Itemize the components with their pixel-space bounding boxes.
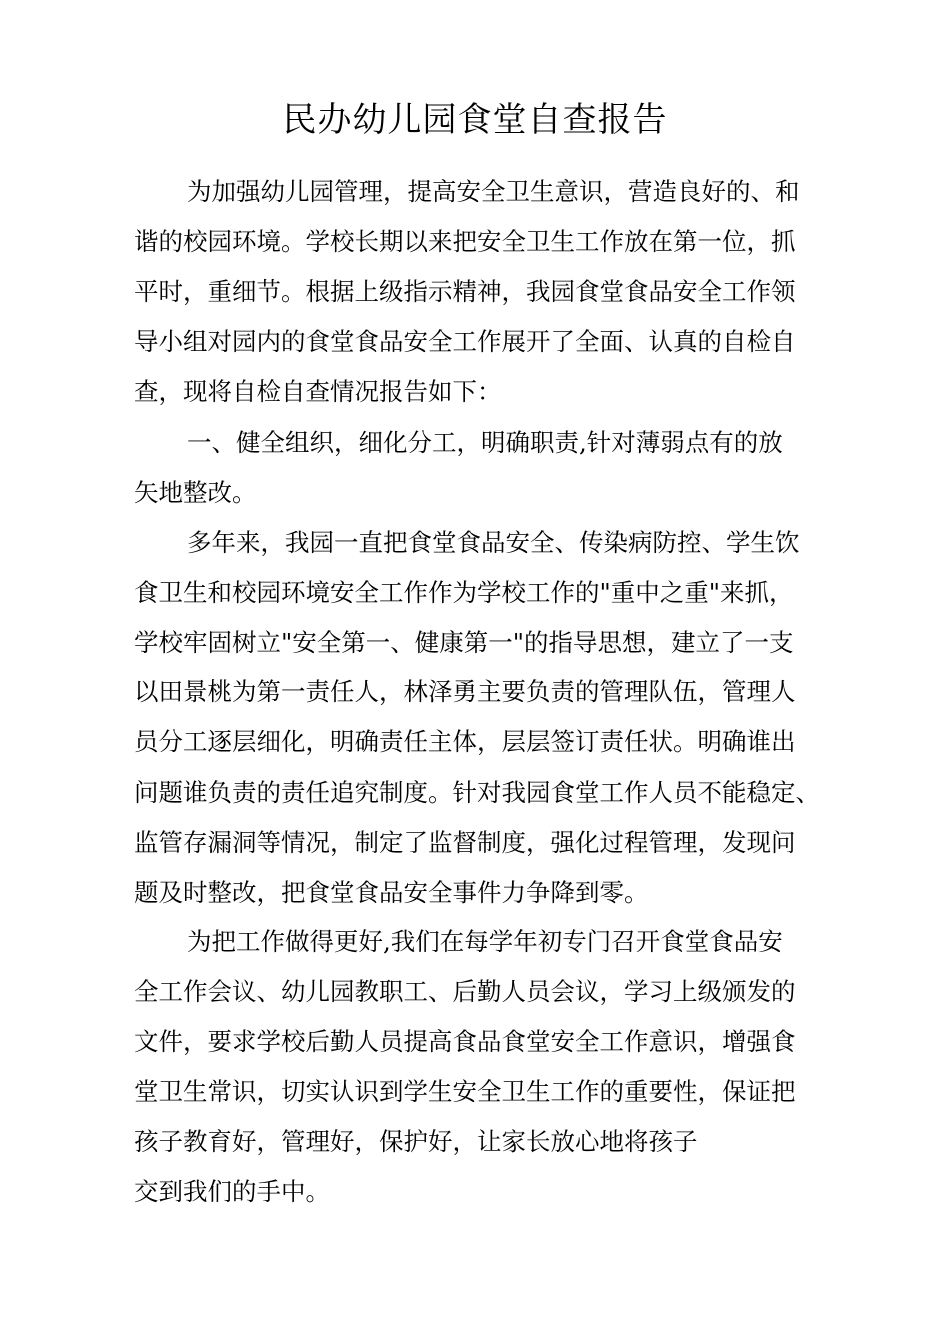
text-line: 平时，重细节。根据上级指示精神，我园食堂食品安全工作领 [134, 277, 796, 306]
document-title: 民办幼儿园食堂自查报告 [282, 100, 668, 140]
text-line: 学校牢固树立"安全第一、健康第一"的指导思想，建立了一支 [134, 628, 794, 657]
text-line: 孩子教育好，管理好，保护好，让家长放心地将孩子 [134, 1127, 698, 1156]
text-line: 多年来，我园一直把食堂食品安全、传染病防控、学生饮 [187, 528, 800, 557]
text-line: 为加强幼儿园管理，提高安全卫生意识，营造良好的、和 [187, 177, 800, 206]
text-line: 堂卫生常识，切实认识到学生安全卫生工作的重要性，保证把 [134, 1077, 796, 1106]
text-line: 文件，要求学校后勤人员提高食品食堂安全工作意识，增强食 [134, 1027, 796, 1056]
text-line: 导小组对园内的食堂食品安全工作展开了全面、认真的自检自 [134, 327, 796, 356]
text-line: 监管存漏洞等情况，制定了监督制度，强化过程管理，发现问 [134, 828, 796, 857]
text-line: 交到我们的手中。 [134, 1177, 330, 1206]
text-line: 查，现将自检自查情况报告如下： [134, 377, 502, 406]
text-line: 食卫生和校园环境安全工作作为学校工作的"重中之重"来抓， [134, 578, 794, 607]
text-line: 一、健全组织，细化分工，明确职责,针对薄弱点有的放 [187, 428, 783, 457]
text-line: 全工作会议、幼儿园教职工、后勤人员会议，学习上级颁发的 [134, 977, 796, 1006]
text-line: 以田景桃为第一责任人，林泽勇主要负责的管理队伍，管理人 [134, 677, 796, 706]
text-line: 谐的校园环境。学校长期以来把安全卫生工作放在第一位，抓 [134, 227, 796, 256]
text-line: 题及时整改，把食堂食品安全事件力争降到零。 [134, 878, 649, 907]
text-line: 员分工逐层细化，明确责任主体，层层签订责任状。明确谁出 [134, 727, 796, 756]
text-line: 问题谁负责的责任追究制度。针对我园食堂工作人员不能稳定、 [134, 778, 820, 807]
text-line: 矢地整改。 [134, 478, 257, 507]
text-line: 为把工作做得更好,我们在每学年初专门召开食堂食品安 [187, 927, 783, 956]
